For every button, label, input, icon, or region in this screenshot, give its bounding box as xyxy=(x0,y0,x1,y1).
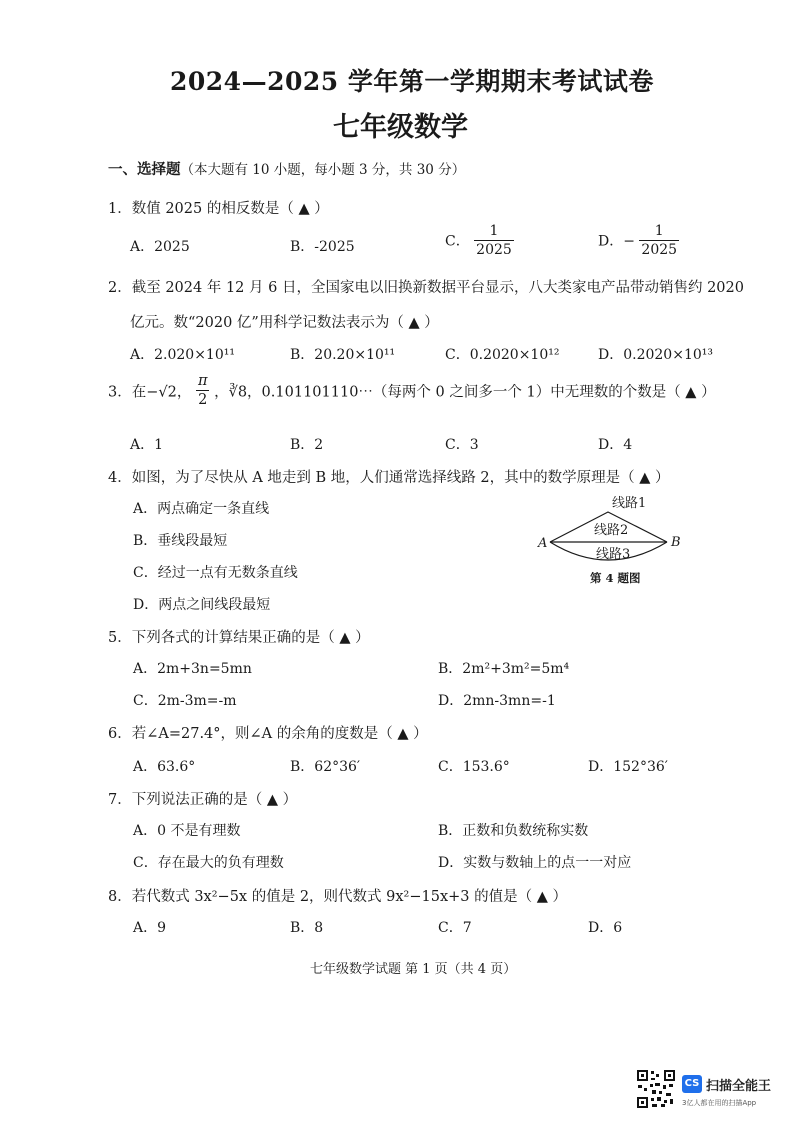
q5-option-b: B．2m²+3m²=5m⁴ xyxy=(438,661,570,677)
point-a-label: A xyxy=(538,536,548,551)
fraction-numerator: π xyxy=(197,373,208,389)
q1-option-c xyxy=(445,224,514,257)
fraction-denominator: 2025 xyxy=(641,241,678,258)
q1-option-c-label: C． xyxy=(445,233,470,250)
fraction-numerator: 1 xyxy=(489,223,499,239)
section-heading xyxy=(108,158,465,179)
question-8: 8．若代数式 3x²−5x 的值是 2，则代数式 9x²−15x+3 的值是（ ▲ ） xyxy=(108,889,567,905)
qr-code-icon xyxy=(636,1069,676,1109)
q2-option-b: B．20.20×10¹¹ xyxy=(290,347,396,363)
scanner-tagline: 3亿人都在用的扫描App xyxy=(682,1099,757,1107)
q7-option-b: B．正数和负数统称实数 xyxy=(438,823,589,839)
scanner-app-name: 扫描全能王 xyxy=(706,1079,772,1094)
q6-option-d: D．152°36′ xyxy=(588,759,668,775)
q1-option-d-fraction xyxy=(639,224,679,257)
q3-option-c: C．3 xyxy=(445,437,479,453)
question-2-line-2: 亿元。数“2020 亿”用科学记数法表示为（ ▲ ） xyxy=(130,315,439,331)
q1-option-d-label: D．− xyxy=(598,233,635,250)
question-2-line-1: 2．截至 2024 年 12 月 6 日，全国家电以旧换新数据平台显示，八大类家电产品带动销售约 2020 xyxy=(108,280,744,296)
exam-subtitle: 七年级数学 xyxy=(333,112,468,143)
q4-option-d: D．两点之间线段最短 xyxy=(133,597,271,613)
q7-option-a: A．0 不是有理数 xyxy=(133,823,241,839)
question-3 xyxy=(108,374,716,408)
q7-option-c: C．存在最大的负有理数 xyxy=(133,855,284,871)
q8-option-b: B．8 xyxy=(290,920,324,936)
route-1-label: 线路1 xyxy=(612,496,647,511)
question-6: 6．若∠A=27.4°，则∠A 的余角的度数是（ ▲ ） xyxy=(108,726,428,742)
exam-title: 2024—2025 学年第一学期期末考试试卷 xyxy=(170,67,654,96)
scanner-logo: CS xyxy=(682,1075,702,1093)
pi-over-2-fraction xyxy=(196,374,210,408)
q2-option-d: D．0.2020×10¹³ xyxy=(598,347,713,363)
q6-option-c: C．153.6° xyxy=(438,759,510,775)
q3-option-a: A．1 xyxy=(130,437,164,453)
q7-option-d: D．实数与数轴上的点一一对应 xyxy=(438,855,632,871)
fraction-denominator: 2 xyxy=(198,392,208,409)
question-5: 5．下列各式的计算结果正确的是（ ▲ ） xyxy=(108,630,370,646)
q8-option-c: C．7 xyxy=(438,920,472,936)
q4-option-c: C．经过一点有无数条直线 xyxy=(133,565,298,581)
question-3-start: 3．在−√2， xyxy=(108,384,192,401)
fraction-numerator: 1 xyxy=(654,223,664,239)
q5-option-c: C．2m-3m=-m xyxy=(133,693,237,709)
q1-option-a: A．2025 xyxy=(130,239,190,255)
q6-option-b: B．62°36′ xyxy=(290,759,361,775)
figure-caption: 第 4 题图 xyxy=(590,571,641,585)
q5-option-a: A．2m+3n=5mn xyxy=(133,661,252,677)
section-label: 一、选择题 xyxy=(108,161,181,178)
point-b-label: B xyxy=(671,535,681,550)
q3-option-b: B．2 xyxy=(290,437,324,453)
question-3-rest: ，∛8，0.101101110⋯（每两个 0 之间多一个 1）中无理数的个数是（ ▲ ） xyxy=(214,384,716,401)
route-2-label: 线路2 xyxy=(594,523,629,538)
fraction-denominator: 2025 xyxy=(476,241,512,258)
q3-option-d: D．4 xyxy=(598,437,633,453)
q8-option-d: D．6 xyxy=(588,920,623,936)
section-note: （本大题有 10 小题，每小题 3 分，共 30 分） xyxy=(180,162,466,178)
q6-option-a: A．63.6° xyxy=(133,759,196,775)
route-3-label: 线路3 xyxy=(596,547,631,562)
question-1: 1．数值 2025 的相反数是（ ▲ ） xyxy=(108,201,329,217)
q2-option-c: C．0.2020×10¹² xyxy=(445,347,560,363)
q4-option-a: A．两点确定一条直线 xyxy=(133,501,270,517)
question-7: 7．下列说法正确的是（ ▲ ） xyxy=(108,792,298,808)
q4-option-b: B．垂线段最短 xyxy=(133,533,228,549)
page-footer: 七年级数学试题 第 1 页（共 4 页） xyxy=(310,962,517,977)
q1-option-d xyxy=(598,224,679,257)
q2-option-a: A．2.020×10¹¹ xyxy=(130,347,235,363)
q5-option-d: D．2mn-3mn=-1 xyxy=(438,693,556,709)
q1-option-c-fraction xyxy=(474,224,514,257)
question-4: 4．如图，为了尽快从 A 地走到 B 地，人们通常选择线路 2，其中的数学原理是（ ▲ ） xyxy=(108,470,670,486)
q8-option-a: A．9 xyxy=(133,920,167,936)
q1-option-b: B．-2025 xyxy=(290,239,355,255)
